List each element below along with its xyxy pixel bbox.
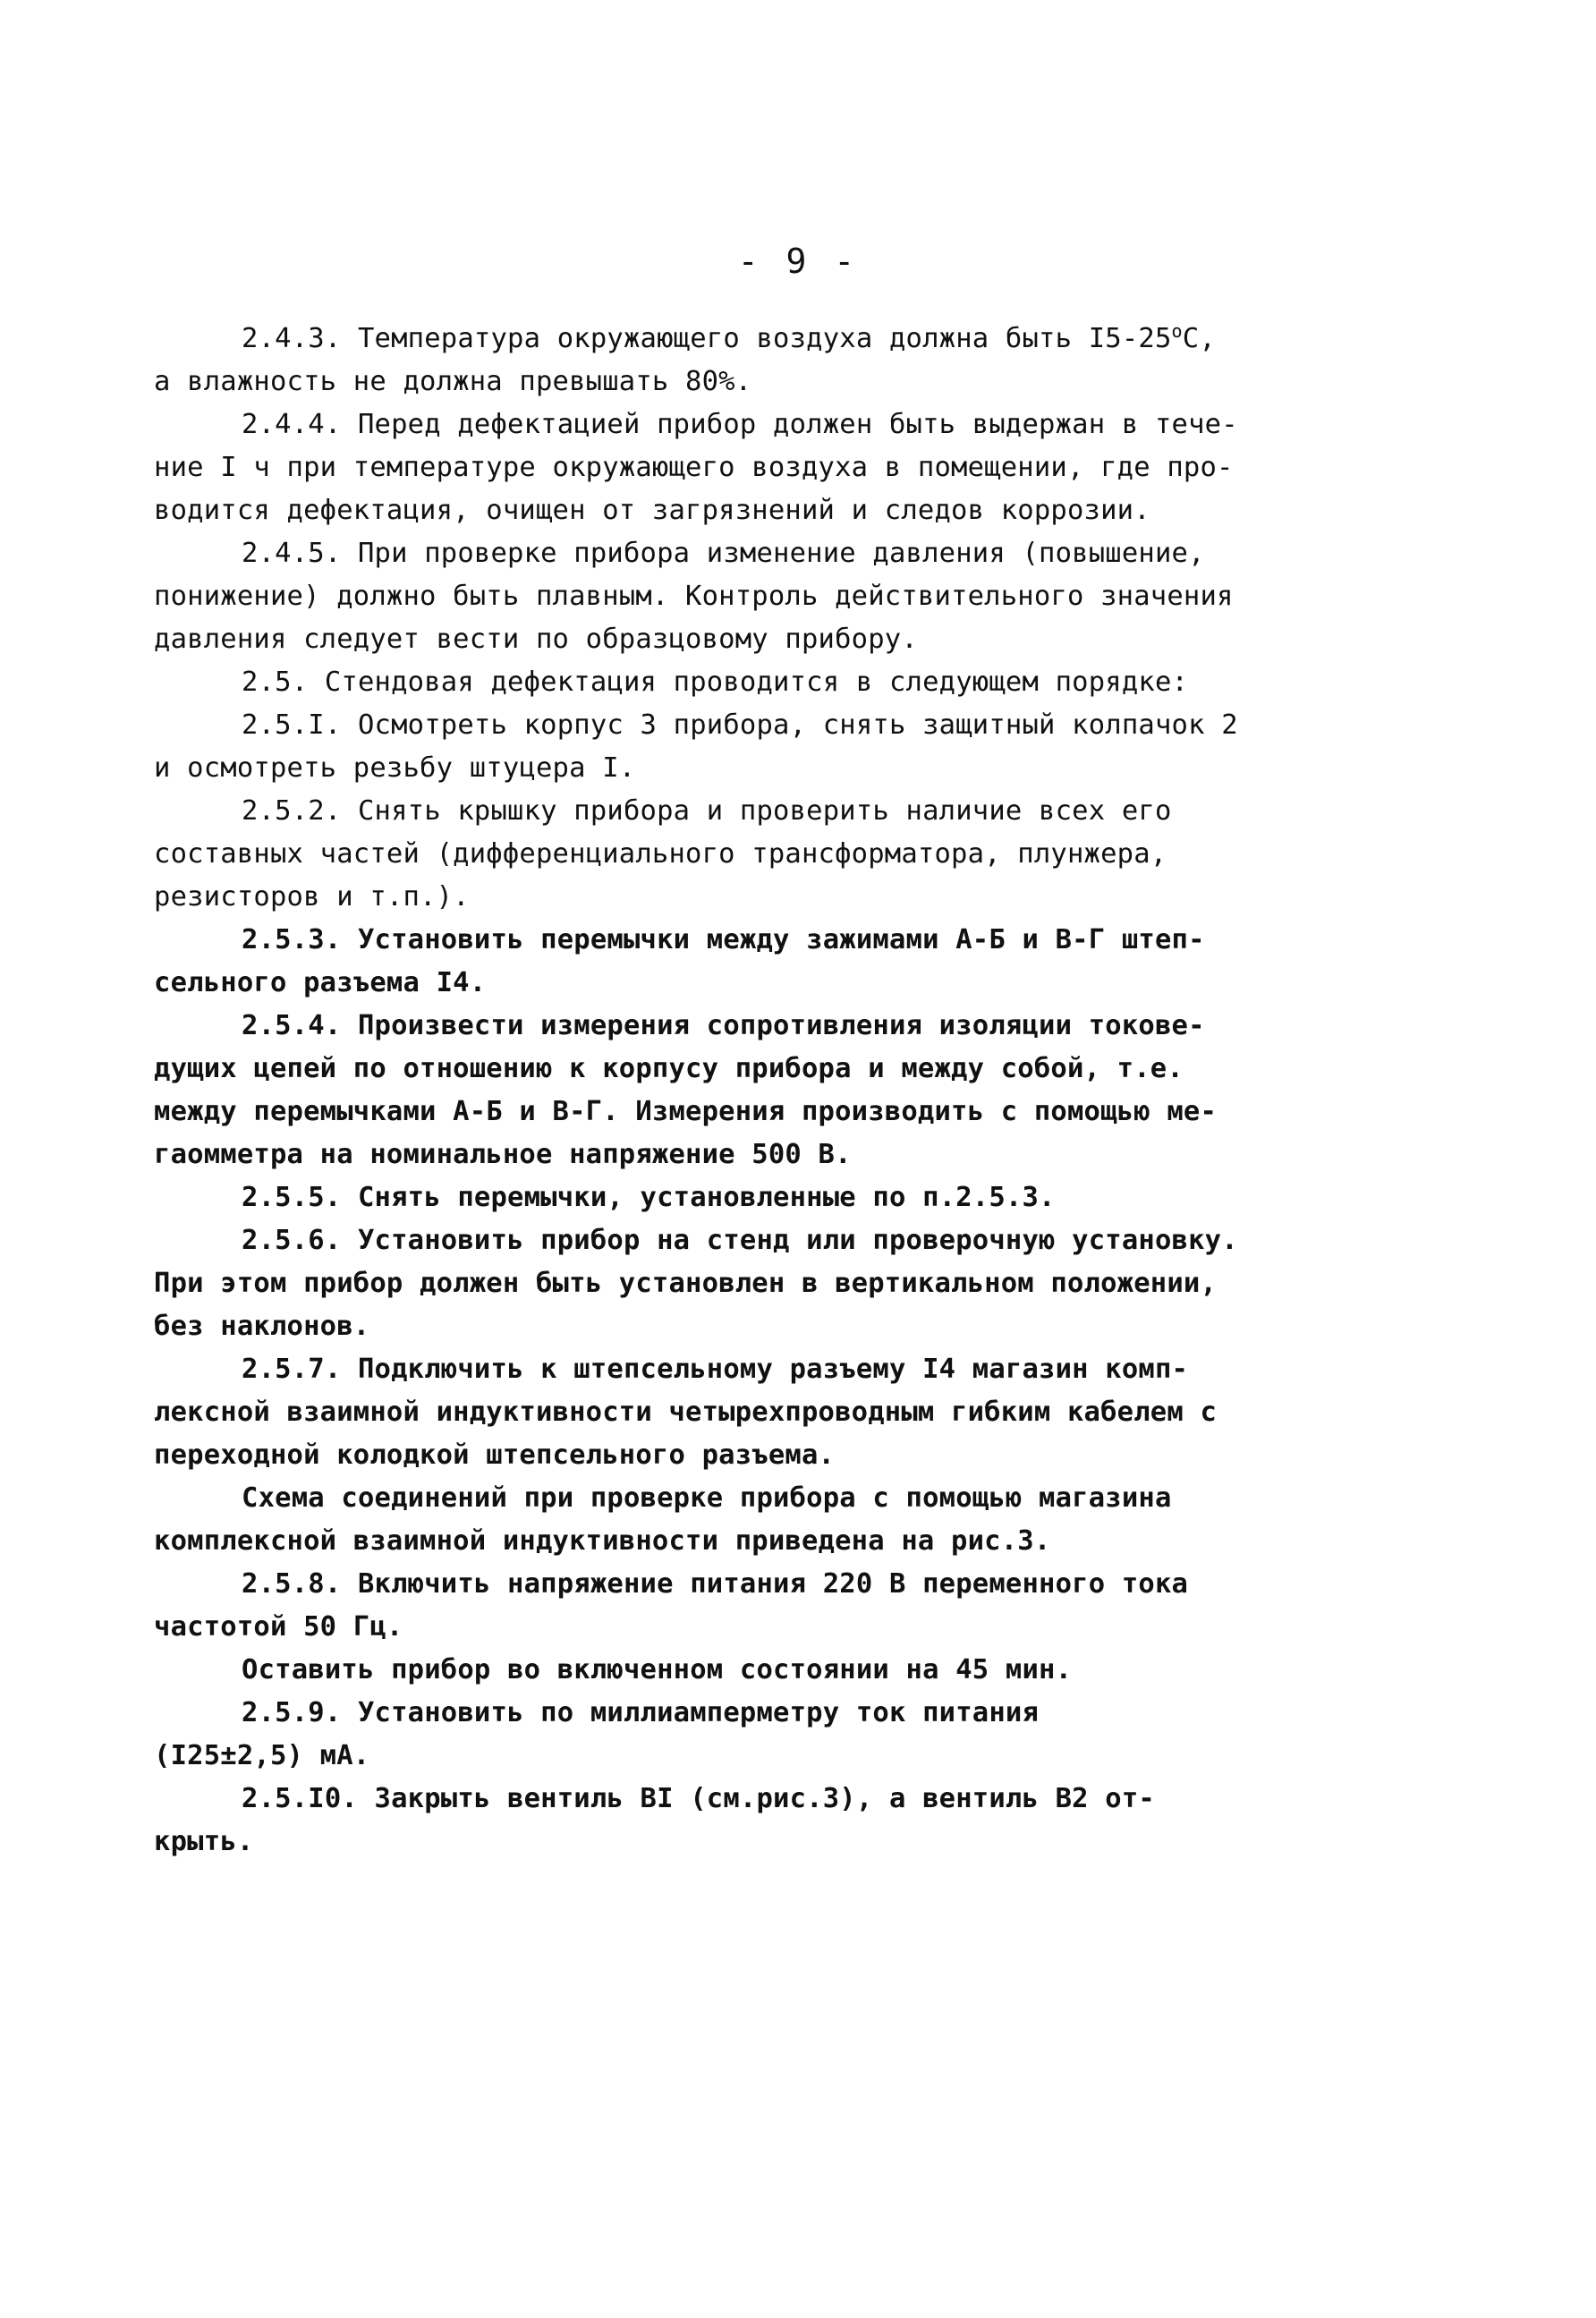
text-segment: С, — [1182, 323, 1216, 354]
text-line: 2.5.I. Осмотреть корпус 3 прибора, снять защитный колпачок 2 — [242, 709, 1238, 741]
text-line: 2.5.9. Установить по миллиамперметру ток питания — [242, 1697, 1040, 1728]
paragraph — [154, 318, 1326, 403]
text-line: 2.5.2. Снять крышку прибора и проверить наличие всех его — [242, 795, 1172, 827]
text-line: лексной взаимной индуктивности четырехпроводным гибким кабелем с — [154, 1397, 1218, 1428]
text-line: 2.5.5. Снять перемычки, установленные по п.2.5.3. — [242, 1182, 1056, 1213]
paragraph — [154, 1563, 1326, 1649]
paragraph — [154, 1176, 1326, 1219]
text-line: между перемычками А-Б и В-Г. Измерения производить с помощью ме- — [154, 1096, 1218, 1127]
body-text — [154, 318, 1326, 1864]
text-line: гаомметра на номинальное напряжение 500 В. — [154, 1139, 852, 1170]
text-line: а влажность не должна превышать 80%. — [154, 366, 752, 397]
text-line: Схема соединений при проверке прибора с помощью магазина — [242, 1482, 1172, 1514]
text-line: дущих цепей по отношению к корпусу прибора и между собой, т.е. — [154, 1053, 1184, 1084]
degree-superscript: о — [1171, 319, 1183, 342]
text-line: без наклонов. — [154, 1311, 370, 1342]
text-line: понижение) должно быть плавным. Контроль действительного значения — [154, 581, 1234, 612]
paragraph — [154, 661, 1326, 704]
text-line: 2.5. Стендовая дефектация проводится в следующем порядке: — [242, 667, 1189, 698]
paragraph — [154, 1778, 1326, 1864]
text-line: 2.5.3. Установить перемычки между зажимами А-Б и В-Г штеп- — [242, 924, 1205, 955]
paragraph — [154, 704, 1326, 790]
paragraph — [154, 403, 1326, 532]
text-line: крыть. — [154, 1826, 254, 1857]
paragraph — [154, 1649, 1326, 1692]
page-number: - 9 - — [737, 242, 859, 281]
paragraph — [154, 1692, 1326, 1778]
text-line — [154, 318, 1326, 361]
paragraph — [154, 790, 1326, 919]
text-line: 2.5.4. Произвести измерения сопротивления изоляции токове- — [242, 1010, 1205, 1041]
text-segment: 2.4.3. Температура окружающего воздуха должна быть I5-25 — [242, 323, 1172, 354]
text-line: частотой 50 Гц. — [154, 1611, 403, 1643]
text-line: 2.4.4. Перед дефектацией прибор должен быть выдержан в тече- — [242, 409, 1238, 440]
text-line: 2.5.I0. Закрыть вентиль ВI (см.рис.3), а вентиль В2 от- — [242, 1783, 1155, 1814]
text-line: При этом прибор должен быть установлен в вертикальном положении, — [154, 1268, 1218, 1299]
paragraph — [154, 1219, 1326, 1348]
text-line: водится дефектация, очищен от загрязнений и следов коррозии. — [154, 495, 1150, 526]
text-line: (I25±2,5) мА. — [154, 1740, 370, 1771]
text-line: составных частей (дифференциального трансформатора, плунжера, — [154, 838, 1167, 870]
text-line: и осмотреть резьбу штуцера I. — [154, 752, 636, 784]
paragraph — [154, 1477, 1326, 1563]
text-line: переходной колодкой штепсельного разъема. — [154, 1439, 836, 1471]
paragraph — [154, 1005, 1326, 1176]
text-line: 2.5.7. Подключить к штепсельному разъему I4 магазин комп- — [242, 1354, 1189, 1385]
text-line: Оставить прибор во включенном состоянии на 45 мин. — [242, 1654, 1073, 1685]
text-line: 2.5.8. Включить напряжение питания 220 В переменного тока — [242, 1568, 1189, 1600]
text-line: резисторов и т.п.). — [154, 881, 470, 913]
text-line: 2.5.6. Установить прибор на стенд или проверочную установку. — [242, 1225, 1238, 1256]
paragraph — [154, 532, 1326, 661]
text-line: ние I ч при температуре окружающего воздуха в помещении, где про- — [154, 452, 1234, 483]
paragraph — [154, 1348, 1326, 1477]
text-line: сельного разъема I4. — [154, 967, 487, 998]
text-line: 2.4.5. При проверке прибора изменение давления (повышение, — [242, 538, 1205, 569]
paragraph — [154, 919, 1326, 1005]
text-line: комплексной взаимной индуктивности приведена на рис.3. — [154, 1525, 1051, 1557]
text-line: давления следует вести по образцовому прибору. — [154, 624, 918, 655]
